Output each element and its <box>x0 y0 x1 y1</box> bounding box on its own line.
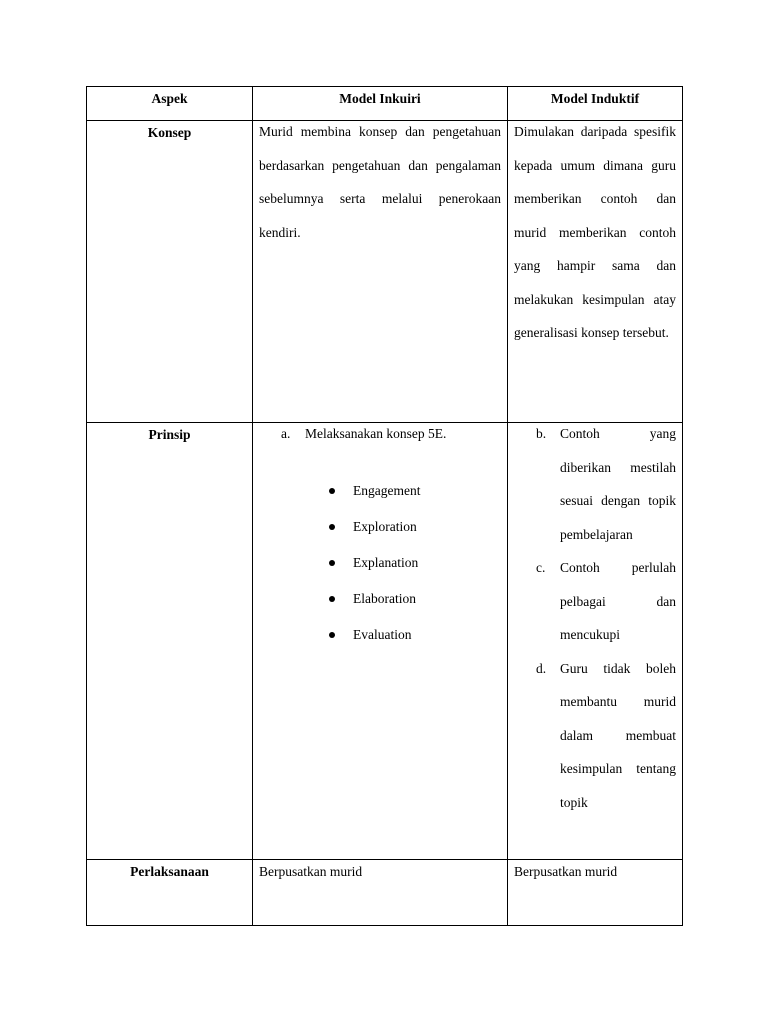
list-item <box>253 417 507 451</box>
cell-konsep-induktif <box>508 121 683 423</box>
bullet-text: Engagement <box>353 482 421 498</box>
bullet-icon <box>329 488 335 494</box>
bullet-icon <box>329 524 335 530</box>
row-label-prinsip: Prinsip <box>87 423 253 860</box>
header-aspek: Aspek <box>87 87 253 121</box>
row-perlaksanaan <box>87 860 683 926</box>
list-item <box>508 652 682 820</box>
list-item-text: Guru tidak boleh membantu murid dalam membuat kesimpulan tentang topik <box>560 660 676 810</box>
bullet-text: Exploration <box>353 518 417 534</box>
list-item-text: Contoh yang diberikan mestilah sesuai dengan topik pembelajaran <box>560 426 676 542</box>
row-konsep <box>87 121 683 423</box>
cell-perlaksanaan-induktif <box>508 860 683 926</box>
list-marker: d. <box>536 660 547 676</box>
cell-perlaksanaan-inkuiri <box>253 860 508 926</box>
bullet-icon <box>329 560 335 566</box>
comparison-table <box>86 86 683 926</box>
list-item <box>253 473 507 509</box>
prinsip-inkuiri-list <box>253 417 507 451</box>
list-item-text: Melaksanakan konsep 5E. <box>305 426 447 441</box>
cell-prinsip-inkuiri <box>253 423 508 860</box>
konsep-induktif-text: Dimulakan daripada spesifik kepada umum dimana guru memberikan contoh dan murid memberikan contoh yang hampir sama dan melakukan kesimpulan atay generalisasi konsep tersebut. <box>514 124 676 340</box>
cell-konsep-inkuiri <box>253 121 508 423</box>
bullet-text: Elaboration <box>353 590 416 606</box>
list-item <box>253 509 507 545</box>
row-label-konsep: Konsep <box>87 121 253 423</box>
bullet-text: Evaluation <box>353 626 412 642</box>
bullet-icon <box>329 596 335 602</box>
perlaksanaan-induktif-text: Berpusatkan murid <box>514 864 618 879</box>
list-item <box>508 417 682 551</box>
list-item <box>253 545 507 581</box>
cell-prinsip-induktif <box>508 423 683 860</box>
list-item <box>253 581 507 617</box>
list-item <box>508 551 682 652</box>
list-item-text: Contoh perlulah pelbagai dan mencukupi <box>560 560 676 642</box>
bullet-text: Explanation <box>353 554 419 570</box>
list-item <box>253 617 507 653</box>
konsep-inkuiri-text: Murid membina konsep dan pengetahuan berdasarkan pengetahuan dan pengalaman sebelumnya serta melalui penerokaan kendiri. <box>259 124 501 240</box>
row-prinsip <box>87 423 683 860</box>
perlaksanaan-inkuiri-text: Berpusatkan murid <box>259 864 363 879</box>
list-marker: a. <box>281 426 291 441</box>
list-marker: c. <box>536 560 546 575</box>
prinsip-5e-bullets <box>253 473 507 653</box>
header-model-inkuiri: Model Inkuiri <box>253 87 508 121</box>
bullet-icon <box>329 632 335 638</box>
list-marker: b. <box>536 426 547 441</box>
prinsip-induktif-list <box>508 417 682 819</box>
header-model-induktif: Model Induktif <box>508 87 683 121</box>
row-label-perlaksanaan: Perlaksanaan <box>87 860 253 926</box>
